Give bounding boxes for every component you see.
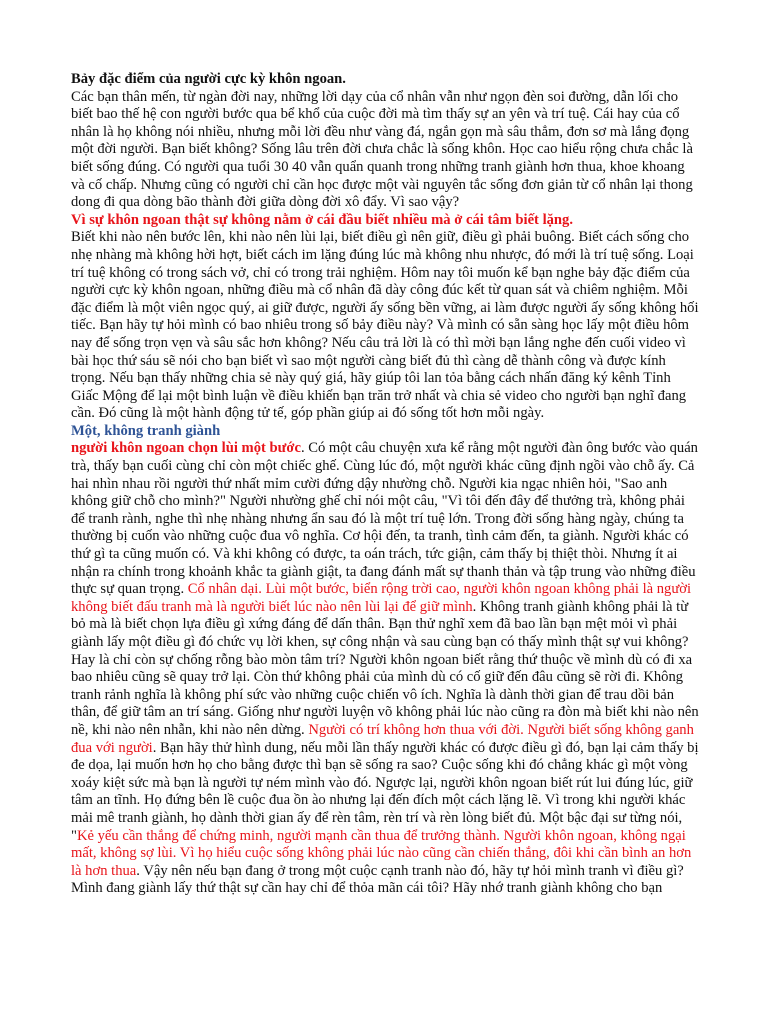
section-lead-text: người khôn ngoan chọn lùi một bước <box>71 440 301 457</box>
body-text: . Bạn hãy thử hình dung, nếu mỗi lần thấy người khác có được điều gì đó, bạn lại cảm thấy bị đe dọa, lại muốn hơn họ cho bằng được thì bạn sẽ sống ra sao? Cuộc sống khi đó chẳng khác gì một vòng xoáy kiệt sức mà bạn là người tự ném mình vào đó. Ngược lại, người khôn ngoan biết rút lui đúng lúc, giữ tâm an tĩnh. Họ đứng bên lề cuộc đua ồn ào nhưng lại đến đích một cách lặng lẽ. Vì trong khi người khác mải mê tranh giành, họ dành thời gian ấy để rèn tâm, rèn trí và rèn lòng biết đủ. Một bậc đại sư từng nói, " <box>71 739 699 844</box>
body-text: . Vậy nên nếu bạn đang ở trong một cuộc cạnh tranh nào đó, hãy tự hỏi mình tranh vì điều gì? Mình đang giành lấy thứ thật sự cần hay chỉ để thỏa mãn cái tôi? Hãy nhớ tranh giành không cho bạn <box>71 862 684 897</box>
section-heading: Một, không tranh giành <box>71 422 221 439</box>
red-quote-text: Kẻ yếu cần thắng để chứng minh, người mạnh cần thua để trưởng thành. Người khôn ngoan, không ngại mất, không sợ lùi. Vì họ hiểu cuộc sống không phải lúc nào cũng cần chiến thắng, đôi khi cần bình an hơn là hơn thua <box>71 827 692 879</box>
intro-paragraph: Các bạn thân mến, từ ngàn đời nay, những lời dạy của cổ nhân vẫn như ngọn đèn soi đường, dẫn lối cho biết bao thế hệ con người bước qua bể khổ của cuộc đời mà tìm thấy sự an yên và trí tuệ. Cái hay của cổ nhân là họ không nói nhiều, nhưng mỗi lời đều như vàng đá, ngắn gọn mà sâu thẳm, đơn sơ mà lắng đọng một đời người. Bạn biết không? Sống lâu trên đời chưa chắc là sống khôn. Học cao hiểu rộng chưa chắc là biết sống đúng. Có người qua tuổi 30 40 vẫn quẩn quanh trong những tranh giành hơn thua, khoe khoang và cố chấp. Nhưng cũng có người chỉ cần học được một vài nguyên tắc sống đơn giản từ cổ nhân lại thong dong đi qua dòng bão thành đời giữa dòng đời xô đẩy. Vì sao vậy? <box>71 88 693 211</box>
section-paragraph <box>71 440 700 897</box>
highlight-quote: Vì sự khôn ngoan thật sự không nằm ở cái đầu biết nhiều mà ở cái tâm biết lặng. <box>71 211 573 228</box>
body-text: . Có một câu chuyện xưa kể rằng một người đàn ông bước vào quán trà, thấy bạn cuối cùng chỉ còn một chiếc ghế. Cùng lúc đó, một người khác cũng định ngồi vào chỗ ấy. Cả hai nhìn nhau rồi người thứ nhất mỉm cười đứng dậy nhường chỗ. Người kia ngạc nhiên hỏi, "Sao anh không giữ chỗ cho mình?" Người nhường ghế chỉ nói một câu, "Vì tôi đến đây để thưởng trà, không phải để tranh rành, nghe thì nhẹ nhàng nhưng ẩn sau đó là một trí tuệ lớn. Trong đời sống hàng ngày, chúng ta thường bị cuốn vào những cuộc đua vô nghĩa. Cơ hội đến, ta tranh, tình cảm đến, ta giành. Người khác có thứ gì ta cũng muốn có. Và khi không có được, ta oán trách, tức giận, cảm thấy bị thiệt thòi. Nhưng ít ai nhận ra chính trong khoảnh khắc ta giành giật, ta đang đánh mất sự thanh thản và tập trung vào những điều thực sự quan trọng. <box>71 440 698 598</box>
red-quote-text: Người có trí không hơn thua với đời. Người biết sống không ganh đua với người <box>71 721 694 756</box>
document-title: Bảy đặc điểm của người cực kỳ khôn ngoan. <box>71 71 346 87</box>
red-quote-text: Cổ nhân dại. Lùi một bước, biển rộng trời cao, người khôn ngoan không phải là người không biết đấu tranh mà là người biết lúc nào nên lùi lại để giữ mình <box>71 581 692 615</box>
body-paragraph: Biết khi nào nên bước lên, khi nào nên lùi lại, biết điều gì nên giữ, điều gì phải buông. Biết cách sống cho nhẹ nhàng mà không hời hợt, biết cách im lặng đúng lúc mà không nhu nhược, đó mới là trí tuệ sống. Loại trí tuệ không có trong sách vở, chỉ có trong trải nghiệm. Hôm nay tôi muốn kể bạn nghe bảy đặc điểm của người cực kỳ khôn ngoan, những điều mà cổ nhân đã dày công đúc kết từ quan sát và chiêm nghiệm. Mỗi đặc điểm là một viên ngọc quý, ai giữ được, người ấy sống bền vững, ai làm được người ấy sống không hối tiếc. Bạn hãy tự hỏi mình có bao nhiêu trong số bảy điều này? Và mình có sẵn sàng học lấy một điều hôm nay để sống trọn vẹn và sâu sắc hơn không? Nếu câu trả lời là có thì mời bạn lắng nghe đến cuối video vì bài học thứ sáu sẽ nói cho bạn biết vì sao một người càng biết đủ thì càng dễ thành công và được kính trọng. Nếu bạn thấy những chia sẻ này quý giá, hãy giúp tôi lan tỏa bằng cách nhấn đăng ký kênh Tỉnh Giấc Mộng để lại một bình luận về điều khiến bạn trăn trở nhất và chia sẻ video cho người bạn nghĩ đang cần. Đó cũng là một hành động tử tế, góp phần giúp ai đó sống tốt hơn mỗi ngày. <box>71 229 699 422</box>
body-text: . Không tranh giành không phải là từ bỏ mà là biết chọn lựa điều gì xứng đáng để dấn thân. Bạn thử nghĩ xem đã bao lần bạn mệt mỏi vì phải giành lấy một điều gì đó chức vụ lời khen, sự công nhận và sau cùng bạn có thấy mình thật sự vui không? Hay là chỉ còn sự chống rỗng bào mòn tâm trí? Người khôn ngoan biết rằng thứ thuộc về mình dù có đi xa bao nhiêu cũng sẽ quay trở lại. Còn thứ không phải của mình dù có cố giữ đến đâu cũng sẽ rời đi. Không tranh rảnh nghĩa là không phí sức vào những cuộc chiến vô ích. Nghĩa là dành thời gian để trau dồi bản thân, để giữ tâm an trí sáng. Giống như người luyện võ không phải lúc nào cũng ra đòn mà biết khi nào nên nề, khi nào nên nhẫn, khi nào nên dừng. <box>71 598 699 738</box>
